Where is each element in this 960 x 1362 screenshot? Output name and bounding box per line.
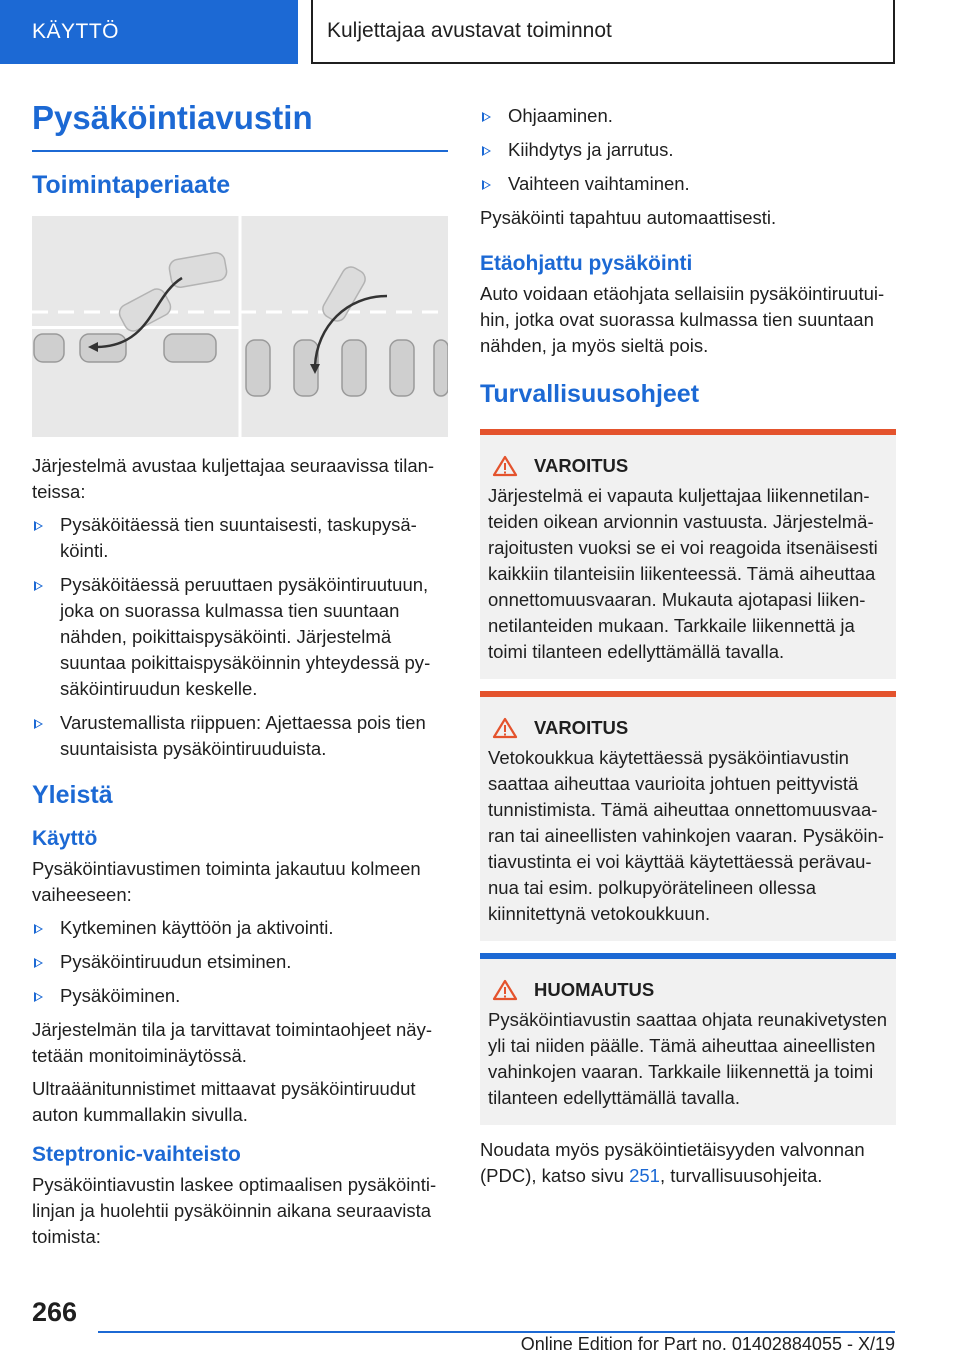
footer-edition: Online Edition for Part no. 01402884055 - X/19 (520, 1334, 895, 1354)
usage-intro: Pysäköintiavustimen toiminta jakautuu kolmeen vaiheeseen: (32, 858, 421, 905)
warning-triangle-icon (492, 455, 518, 477)
list-item-text: Pysäköintiruudun etsiminen. (60, 951, 292, 972)
left-column (32, 96, 448, 1257)
actions-list (480, 103, 896, 197)
list-item (32, 983, 448, 1009)
triangle-bullet-icon (34, 581, 43, 591)
triangle-bullet-icon (482, 146, 491, 156)
list-item (32, 710, 448, 762)
phases-list (32, 915, 448, 1009)
list-item (480, 171, 896, 197)
list-item-text: Pysäköiminen. (60, 985, 181, 1006)
right-column (480, 103, 896, 1196)
page-reference-link[interactable]: 251 (629, 1165, 660, 1186)
page-number: 266 (32, 1297, 78, 1327)
heading-principle: Toimintaperiaate (32, 171, 231, 199)
status-text: Järjestelmän tila ja tarvittavat toimintaohjeet näytetään monitoiminäytössä. (32, 1019, 433, 1066)
heading-remote-parking: Etäohjattu pysäköinti (480, 252, 693, 275)
triangle-bullet-icon (34, 719, 43, 729)
heading-general: Yleistä (32, 781, 113, 809)
list-item-text: Varustemallista riippuen: Ajettaessa pois tien suuntaisista pysäköintiruuduista. (60, 712, 426, 759)
page-title: Pysäköintiavustin (32, 96, 448, 152)
note-box (480, 953, 896, 1125)
triangle-bullet-icon (34, 521, 43, 531)
list-item (32, 572, 448, 702)
closing-text-end: , turvallisuusohjeita. (659, 1165, 823, 1186)
parking-diagram-svg (32, 216, 448, 437)
list-item (32, 915, 448, 941)
heading-usage: Käyttö (32, 827, 98, 850)
list-item (480, 103, 896, 129)
heading-safety: Turvallisuusohjeet (480, 380, 700, 408)
list-item (32, 949, 448, 975)
warning-text: Järjestelmä ei vapauta kuljettajaa liikennetilanteiden oikean arvionnin vastuusta. Järjestelmärajoitusten vuoksi se ei voi reagoida itsenäisesti kaikkiin tilanteisiin liikenteessä. Tämä aiheuttaa onnettomuusvaaran. Mukauta ajotapasi liikennetilanteiden mukaan. Tarkkaile liikennettä ja toimi tilanteen edellyttämällä tavalla. (488, 485, 878, 662)
warning-triangle-icon (492, 717, 518, 739)
triangle-bullet-icon (34, 992, 43, 1002)
warning-label: VAROITUS (534, 455, 629, 476)
warning-box-1 (480, 429, 896, 679)
list-item (32, 512, 448, 564)
list-item-text: Pysäköitäessä peruuttaen pysäköintiruutuun, joka on suorassa kulmassa tien suuntaan nähden, poikittaispysäköinti. Järjestelmä suuntaa poikittaispysäköinnin yhteydessä pysäköintiruudun keskelle. (60, 574, 431, 699)
remote-text: Auto voidaan etäohjata sellaisiin pysäköintiruutuihin, jotka ovat suorassa kulmassa tien suuntaan nähden, ja myös sieltä pois. (480, 283, 885, 356)
auto-text: Pysäköinti tapahtuu automaattisesti. (480, 207, 777, 228)
list-item-text: Ohjaaminen. (508, 105, 613, 126)
warning-label: VAROITUS (534, 717, 629, 738)
note-title (488, 977, 888, 1003)
triangle-bullet-icon (482, 180, 491, 190)
warning-box-2 (480, 691, 896, 941)
warning-title (488, 453, 888, 479)
footer-divider (98, 1331, 895, 1333)
list-item-text: Pysäköitäessä tien suuntaisesti, taskupysäköinti. (60, 514, 417, 561)
note-label: HUOMAUTUS (534, 979, 655, 1000)
closing-text (480, 1137, 896, 1189)
steptronic-text: Pysäköintiavustin laskee optimaalisen pysäköintilinjan ja huolehtii pysäköinnin aikana seuraavista toimista: (32, 1174, 437, 1247)
heading-steptronic: Steptronic-vaihteisto (32, 1143, 241, 1166)
header-section: KÄYTTÖ (0, 0, 298, 64)
caution-triangle-icon (492, 979, 518, 1001)
note-text: Pysäköintiavustin saattaa ohjata reunakivetysten yli tai niiden päälle. Tämä aiheuttaa aineellisten vahinkojen vaaran. Tarkkaile liikennettä ja toimi tilanteen edellyttämällä tavalla. (488, 1009, 888, 1108)
header-chapter-title: Kuljettajaa avustavat toiminnot (311, 0, 895, 64)
situations-list (32, 512, 448, 762)
warning-text: Vetokoukkua käytettäessä pysäköintiavustin saattaa aiheuttaa vaurioita johtuen peittyvistä tunnistimista. Tämä aiheuttaa onnettomuusvaaran tai aineellisten vahinkojen vaaran. Pysäköintiavustinta ei voi käyttää käytettäessä perävaunua tai esim. polkupyörätelineen ollessa kiinnitettynä vetokoukkuun. (488, 747, 884, 924)
parking-illustration (32, 216, 448, 437)
list-item (480, 137, 896, 163)
warning-title (488, 715, 888, 741)
closing-text-start: Noudata myös pysäköintietäisyyden valvonnan (PDC), katso sivu (480, 1139, 865, 1186)
intro-text: Järjestelmä avustaa kuljettajaa seuraavissa tilanteissa: (32, 455, 435, 502)
list-item-text: Kytkeminen käyttöön ja aktivointi. (60, 917, 334, 938)
sensors-text: Ultraäänitunnistimet mittaavat pysäköintiruudut auton kummallakin sivulla. (32, 1078, 416, 1125)
triangle-bullet-icon (34, 924, 43, 934)
triangle-bullet-icon (482, 112, 491, 122)
list-item-text: Vaihteen vaihtaminen. (508, 173, 690, 194)
list-item-text: Kiihdytys ja jarrutus. (508, 139, 674, 160)
triangle-bullet-icon (34, 958, 43, 968)
